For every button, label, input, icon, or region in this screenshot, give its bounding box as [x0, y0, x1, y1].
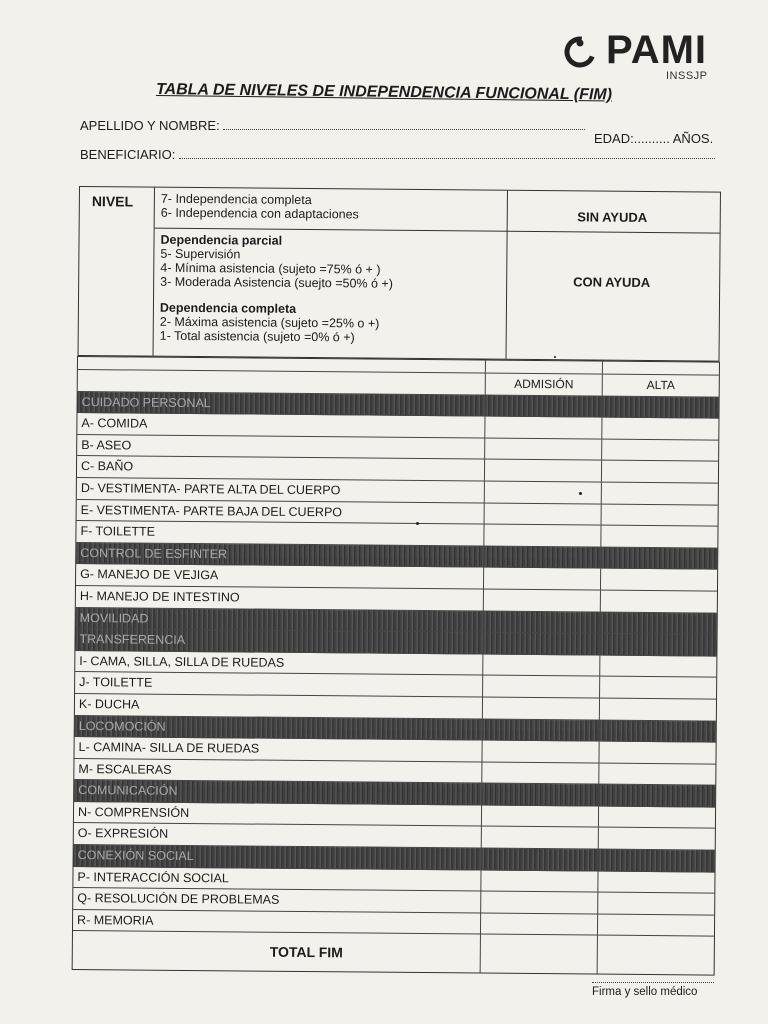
section-label: COMUNICACIÓN — [74, 780, 482, 804]
scan-speck — [579, 492, 582, 495]
item-label: I- CAMA, SILLA, SILLA DE RUEDAS — [75, 651, 483, 675]
admision-cell[interactable] — [485, 417, 602, 439]
admision-cell[interactable] — [481, 913, 598, 935]
alta-cell[interactable] — [599, 806, 715, 828]
total-row — [73, 931, 714, 975]
admision-cell[interactable] — [485, 503, 602, 525]
anos-label: AÑOS. — [672, 131, 714, 146]
alta-cell[interactable] — [602, 504, 718, 526]
admision-cell[interactable] — [481, 870, 598, 892]
alta-cell[interactable] — [601, 569, 717, 591]
alta-cell[interactable] — [602, 439, 718, 461]
item-label: Q- RESOLUCIÓN DE PROBLEMAS — [73, 888, 481, 912]
total-label: TOTAL FIM — [73, 931, 481, 973]
section-label: MOVILIDAD — [76, 608, 484, 632]
item-label: N- COMPRENSIÓN — [74, 802, 482, 826]
level-2: 2- Máxima asistencia (sujeto =25% o +) — [159, 314, 380, 331]
logo-sub: INSSJP — [666, 70, 708, 82]
alta-cell[interactable] — [602, 461, 718, 483]
item-label: G- MANEJO DE VEJIGA — [76, 564, 484, 588]
sin-ayuda-label: SIN AYUDA — [577, 209, 648, 225]
admision-cell[interactable] — [484, 589, 601, 611]
alta-cell[interactable] — [600, 698, 716, 720]
alta-cell[interactable] — [599, 742, 715, 764]
level-descriptions — [154, 188, 508, 359]
admision-cell[interactable] — [484, 525, 601, 547]
admision-cell[interactable] — [485, 482, 602, 504]
admision-cell[interactable] — [484, 568, 601, 590]
item-label: C- BAÑO — [77, 456, 485, 480]
section-label: CONEXIÓN SOCIAL — [74, 845, 482, 869]
beneficiario-field[interactable] — [80, 147, 715, 162]
admision-cell[interactable] — [482, 762, 599, 784]
admision-cell[interactable] — [481, 892, 598, 914]
total-alta-cell[interactable] — [598, 936, 714, 975]
alta-cell[interactable] — [600, 655, 716, 677]
level-legend-table — [78, 186, 721, 362]
item-label: J- TOILETTE — [75, 672, 483, 696]
level-6: 6- Independencia con adaptaciones — [160, 205, 359, 222]
item-label: D- VESTIMENTA- PARTE ALTA DEL CUERPO — [77, 478, 485, 502]
level-1: 1- Total asistencia (sujeto =0% ó +) — [159, 328, 355, 345]
admision-cell[interactable] — [482, 741, 599, 763]
completa-title: Dependencia completa — [159, 300, 297, 316]
alta-cell[interactable] — [599, 828, 715, 850]
admision-cell[interactable] — [483, 654, 600, 676]
section-label: LOCOMOCIÓN — [75, 715, 483, 739]
level-7: 7- Independencia completa — [160, 191, 312, 208]
alta-cell[interactable] — [601, 526, 717, 548]
level-5: 5- Supervisión — [160, 246, 241, 262]
pami-logo-icon — [562, 34, 598, 70]
alta-cell[interactable] — [598, 914, 714, 936]
scan-speck — [416, 522, 419, 525]
apellido-field[interactable] — [80, 118, 585, 133]
item-label: H- MANEJO DE INTESTINO — [76, 586, 484, 610]
level-3: 3- Moderada Asistencia (suejto =50% ó +) — [160, 274, 394, 291]
logo-name: PAMI — [606, 28, 708, 72]
item-label: R- MEMORIA — [73, 910, 481, 934]
total-admision-cell[interactable] — [481, 935, 598, 974]
admision-cell[interactable] — [482, 805, 599, 827]
admision-cell[interactable] — [483, 676, 600, 698]
alta-cell[interactable] — [601, 591, 717, 613]
item-label: E- VESTIMENTA- PARTE BAJA DEL CUERPO — [77, 500, 485, 524]
item-label: O- EXPRESIÓN — [74, 823, 482, 847]
nivel-column — [79, 187, 155, 356]
alta-cell[interactable] — [599, 763, 715, 785]
admision-cell[interactable] — [485, 460, 602, 482]
alta-cell[interactable] — [602, 418, 718, 440]
page-title: TABLA DE NIVELES DE INDEPENDENCIA FUNCIONAL (FIM) — [155, 80, 613, 104]
con-ayuda-label: CON AYUDA — [573, 274, 651, 290]
nivel-label: NIVEL — [91, 193, 134, 210]
section-label: CONTROL DE ESFINTER — [76, 543, 484, 567]
signature-label: Firma y sello médico — [592, 986, 698, 998]
admision-cell[interactable] — [485, 438, 602, 460]
apellido-label: APELLIDO Y NOMBRE: — [80, 118, 220, 133]
item-label: B- ASEO — [77, 435, 485, 459]
section-label: CUIDADO PERSONAL — [78, 392, 486, 416]
beneficiario-line[interactable] — [179, 148, 715, 159]
item-label: F- TOILETTE — [76, 521, 484, 545]
edad-field[interactable] — [594, 131, 713, 146]
edad-label: EDAD:.......... — [594, 131, 670, 146]
apellido-line[interactable] — [223, 119, 585, 130]
admision-cell[interactable] — [483, 697, 600, 719]
scan-speck — [554, 356, 556, 358]
col-admision: ADMISIÓN — [486, 374, 603, 396]
alta-cell[interactable] — [598, 871, 714, 893]
alta-cell[interactable] — [600, 677, 716, 699]
signature-line[interactable] — [592, 982, 714, 983]
section-label: TRANSFERENCIA — [75, 629, 483, 653]
fim-score-table — [72, 356, 720, 976]
level-4: 4- Mínima asistencia (sujeto =75% ó + ) — [160, 260, 381, 277]
pami-logo — [562, 30, 712, 86]
alta-cell[interactable] — [598, 893, 714, 915]
item-label: L- CAMINA- SILLA DE RUEDAS — [74, 737, 482, 761]
item-label: A- COMIDA — [77, 413, 485, 437]
item-label: M- ESCALERAS — [74, 759, 482, 783]
alta-cell[interactable] — [602, 483, 718, 505]
item-label: P- INTERACCIÓN SOCIAL — [73, 867, 481, 891]
parcial-title: Dependencia parcial — [160, 232, 283, 248]
col-alta: ALTA — [646, 377, 675, 393]
beneficiario-label: BENEFICIARIO: — [80, 147, 176, 162]
item-label: K- DUCHA — [75, 694, 483, 718]
admision-cell[interactable] — [482, 827, 599, 849]
